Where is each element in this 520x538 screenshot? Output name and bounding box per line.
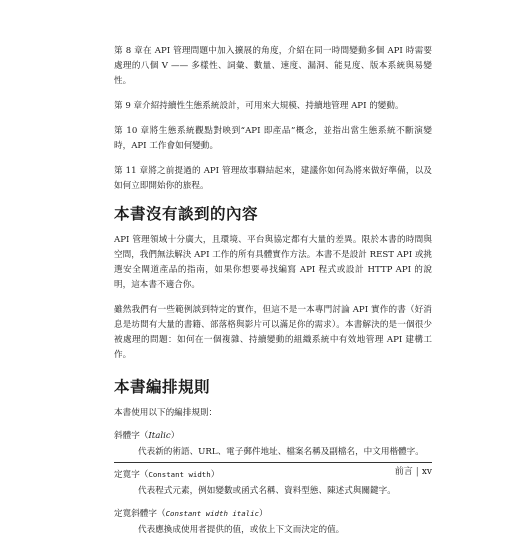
convention-constant-width-desc: 代表程式元素，例如變數或函式名稱、資料型態、陳述式與關鍵字。 bbox=[138, 486, 396, 496]
convention-term-sample: Italic bbox=[148, 431, 171, 441]
convention-italic-desc: 代表新的術語、URL、電子郵件地址、檔案名稱及副檔名，中文用楷體字。 bbox=[138, 447, 424, 457]
chapter-11-paragraph: 第 11 章將之前提過的 API 管理故事聯結起來，建議你如何為將來做好準備，以及如何立即開始你的旅程。 bbox=[114, 166, 432, 191]
convention-constant-width-term: 定寬字（Constant width） bbox=[114, 470, 220, 480]
page-footer bbox=[114, 466, 432, 478]
not-covered-paragraph-2: 雖然我們有一些範例談到特定的實作，但這不是一本專門討論 API 實作的書（好消息是坊間有大量的書籍、部落格與影片可以滿足你的需求）。本書解決的是一個很少被處理的問題：如何在一個複雜、持續變動的組織系統中有效地管理 API 建構工作。 bbox=[114, 305, 432, 360]
convention-constant-width-italic-desc: 代表應換成使用者提供的值，或依上下文而決定的值。 bbox=[138, 525, 345, 535]
convention-constant-width-italic-term: 定寬斜體字（Constant width italic） bbox=[114, 509, 268, 519]
page-number: xv bbox=[421, 467, 432, 477]
footer-separator: | bbox=[415, 467, 419, 477]
convention-term-label: 斜體字 bbox=[114, 431, 140, 441]
chapter-10-paragraph: 第 10 章將生態系統觀點對映到“API 即產品”概念，並指出當生態系統不斷演變時，API 工作會如何變動。 bbox=[114, 126, 432, 151]
convention-term-sample: Constant width bbox=[148, 470, 211, 479]
conventions-intro: 本書使用以下的編排規則： bbox=[114, 408, 218, 418]
chapter-9-paragraph: 第 9 章介紹持續性生態系統設計，可用來大規模、持續地管理 API 的變動。 bbox=[114, 101, 404, 111]
footer-section-name: 前言 bbox=[394, 467, 413, 477]
section-heading-conventions: 本書編排規則 bbox=[114, 378, 211, 396]
convention-term-sample: Constant width italic bbox=[165, 509, 260, 518]
footer-rule bbox=[114, 462, 432, 463]
convention-term-label: 定寬斜體字 bbox=[114, 509, 157, 519]
convention-italic-term: 斜體字（Italic） bbox=[114, 431, 180, 441]
chapter-8-paragraph: 第 8 章在 API 管理問題中加入擴展的角度，介紹在同一時間變動多個 API 時需要處理的八個 V —— 多樣性、詞彙、數量、速度、漏洞、能見度、版本系統與易變性。 bbox=[114, 46, 432, 86]
convention-term-label: 定寬字 bbox=[114, 470, 140, 480]
page-body bbox=[114, 44, 432, 538]
not-covered-paragraph-1: API 管理領域十分廣大，且環境、平台與協定都有大量的差異。限於本書的時間與空間，我們無法解決 API 工作的所有具體實作方法。本書不是設計 REST API 或挑選安全閘道產品的指南，如果你想要尋找編寫 API 程式或設計 HTTP API 的說明，這本書不適合你。 bbox=[114, 235, 433, 290]
section-heading-not-covered: 本書沒有談到的內容 bbox=[114, 205, 259, 223]
